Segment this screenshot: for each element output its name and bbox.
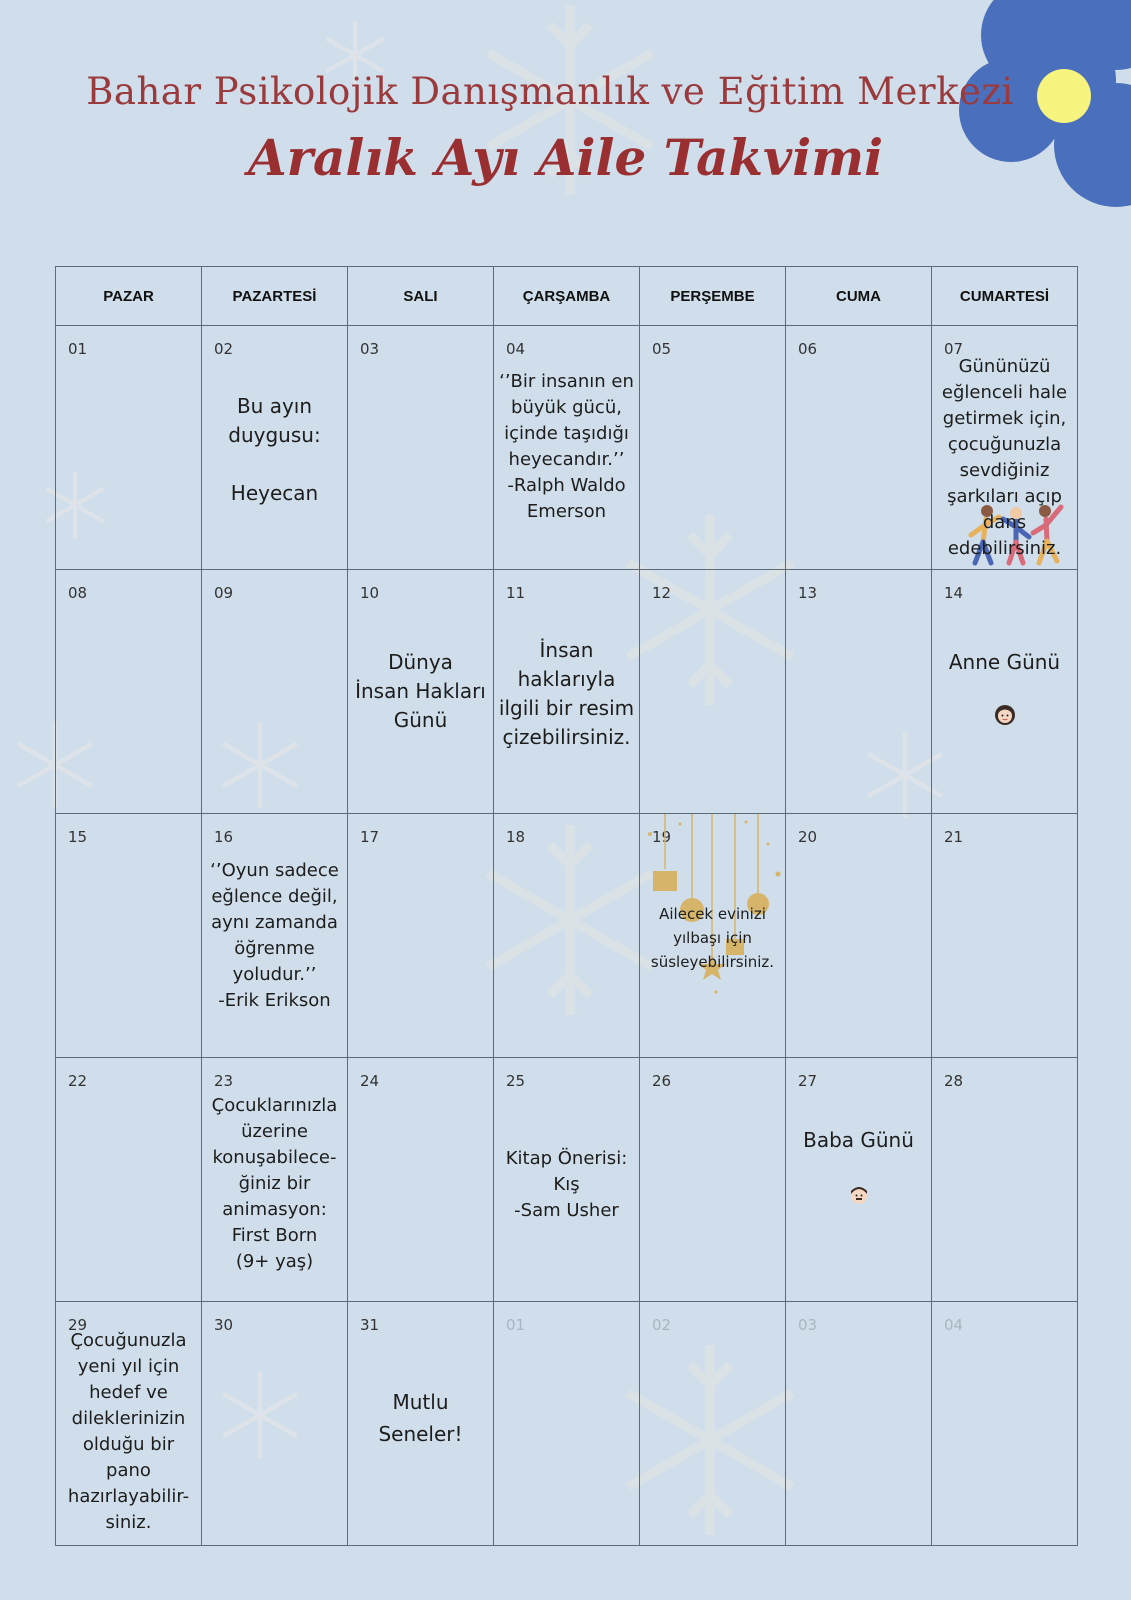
day-note: Kitap Önerisi: Kış -Sam Usher	[505, 1148, 628, 1221]
day-number: 07	[944, 340, 964, 358]
day-number: 02	[214, 340, 234, 358]
day-number: 15	[68, 828, 88, 846]
day-cell	[348, 814, 494, 1058]
day-note: Baba Günü	[803, 1128, 914, 1152]
day-number: 11	[506, 584, 526, 602]
day-number: 25	[506, 1072, 526, 1090]
day-cell	[348, 570, 494, 814]
page-title: Aralık Ayı Aile Takvimi	[247, 128, 884, 187]
man-face-icon	[848, 1184, 870, 1206]
day-note: Anne Günü	[948, 650, 1061, 674]
day-note: ‘’Bir insanın en büyük gücü, içinde taşıdığı heyecandır.’’ -Ralph Waldo Emerson	[499, 371, 634, 522]
day-cell	[202, 1302, 348, 1546]
day-number: 17	[360, 828, 380, 846]
day-cell	[786, 570, 932, 814]
day-number: 12	[652, 584, 672, 602]
day-cell	[932, 570, 1078, 814]
day-number: 16	[214, 828, 234, 846]
day-cell	[640, 570, 786, 814]
day-note: İnsan haklarıyla ilgili bir resim çizebilirsiniz.	[498, 638, 635, 749]
day-cell	[640, 326, 786, 570]
day-cell	[56, 326, 202, 570]
day-number: 21	[944, 828, 964, 846]
week-row	[56, 814, 1078, 1058]
weekday-header: CUMARTESİ	[932, 267, 1078, 326]
day-cell	[786, 1058, 932, 1302]
day-cell	[494, 814, 640, 1058]
day-number: 27	[798, 1072, 818, 1090]
weekday-header: ÇARŞAMBA	[494, 267, 640, 326]
day-cell	[494, 326, 640, 570]
day-note: Bu ayın duygusu: Heyecan	[228, 394, 321, 505]
day-number: 04	[506, 340, 526, 358]
day-cell	[640, 814, 786, 1058]
day-number: 03	[360, 340, 380, 358]
day-number: 19	[652, 828, 672, 846]
day-number: 23	[214, 1072, 234, 1090]
day-cell	[56, 570, 202, 814]
day-note: Mutlu Seneler!	[378, 1390, 463, 1446]
day-cell	[640, 1058, 786, 1302]
weekday-header: SALI	[348, 267, 494, 326]
day-cell	[494, 1302, 640, 1546]
day-number: 30	[214, 1316, 234, 1334]
day-cell	[786, 1302, 932, 1546]
day-cell	[932, 1302, 1078, 1546]
day-cell	[932, 814, 1078, 1058]
day-cell	[348, 1302, 494, 1546]
week-row	[56, 1058, 1078, 1302]
day-cell	[640, 1302, 786, 1546]
day-cell	[494, 1058, 640, 1302]
weekday-header-row	[56, 267, 1078, 326]
day-number: 14	[944, 584, 964, 602]
day-cell	[202, 326, 348, 570]
day-number: 08	[68, 584, 88, 602]
day-cell	[932, 326, 1078, 570]
day-number: 24	[360, 1072, 380, 1090]
day-number: 10	[360, 584, 380, 602]
day-cell	[932, 1058, 1078, 1302]
day-number: 01	[68, 340, 88, 358]
day-number: 28	[944, 1072, 964, 1090]
day-number: 04	[944, 1316, 964, 1334]
day-number: 05	[652, 340, 672, 358]
day-number: 18	[506, 828, 526, 846]
weekday-header: PERŞEMBE	[640, 267, 786, 326]
weekday-header: PAZAR	[56, 267, 202, 326]
day-cell	[56, 814, 202, 1058]
day-cell	[56, 1302, 202, 1546]
day-number: 02	[652, 1316, 672, 1334]
day-number: 06	[798, 340, 818, 358]
day-cell	[348, 326, 494, 570]
day-note: Ailecek evinizi yılbaşı için süsleyebilirsiniz.	[650, 905, 775, 971]
day-number: 26	[652, 1072, 672, 1090]
day-number: 29	[68, 1316, 88, 1334]
day-note: Çocuklarınızla üzerine konuşabilece- ğiniz bir animasyon: First Born (9+ yaş)	[211, 1095, 338, 1272]
day-number: 09	[214, 584, 234, 602]
week-row	[56, 570, 1078, 814]
woman-face-icon	[994, 704, 1016, 726]
day-cell	[786, 326, 932, 570]
day-number: 13	[798, 584, 818, 602]
calendar-table	[55, 266, 1078, 1546]
day-cell	[202, 1058, 348, 1302]
day-cell	[494, 570, 640, 814]
day-number: 03	[798, 1316, 818, 1334]
day-note: ‘’Oyun sadece eğlence değil, aynı zamanda öğrenme yoludur.’’ -Erik Erikson	[210, 860, 339, 1011]
day-number: 22	[68, 1072, 88, 1090]
week-row	[56, 1302, 1078, 1546]
day-cell	[348, 1058, 494, 1302]
day-note: Çocuğunuzla yeni yıl için hedef ve dileklerinizin olduğu bir pano hazırlayabilir- siniz.	[67, 1330, 190, 1533]
day-note: Gününüzü eğlenceli hale getirmek için, çocuğunuzla sevdiğiniz şarkıları açıp dans edebilirsiniz.	[941, 356, 1068, 559]
week-row	[56, 326, 1078, 570]
day-cell	[786, 814, 932, 1058]
weekday-header: PAZARTESİ	[202, 267, 348, 326]
center-name: Bahar Psikolojik Danışmanlık ve Eğitim Merkezi	[86, 70, 1014, 113]
day-number: 20	[798, 828, 818, 846]
day-cell	[56, 1058, 202, 1302]
day-number: 01	[506, 1316, 526, 1334]
day-note: Dünya İnsan Hakları Günü	[355, 650, 486, 732]
weekday-header: CUMA	[786, 267, 932, 326]
day-cell	[202, 570, 348, 814]
day-number: 31	[360, 1316, 380, 1334]
day-cell	[202, 814, 348, 1058]
